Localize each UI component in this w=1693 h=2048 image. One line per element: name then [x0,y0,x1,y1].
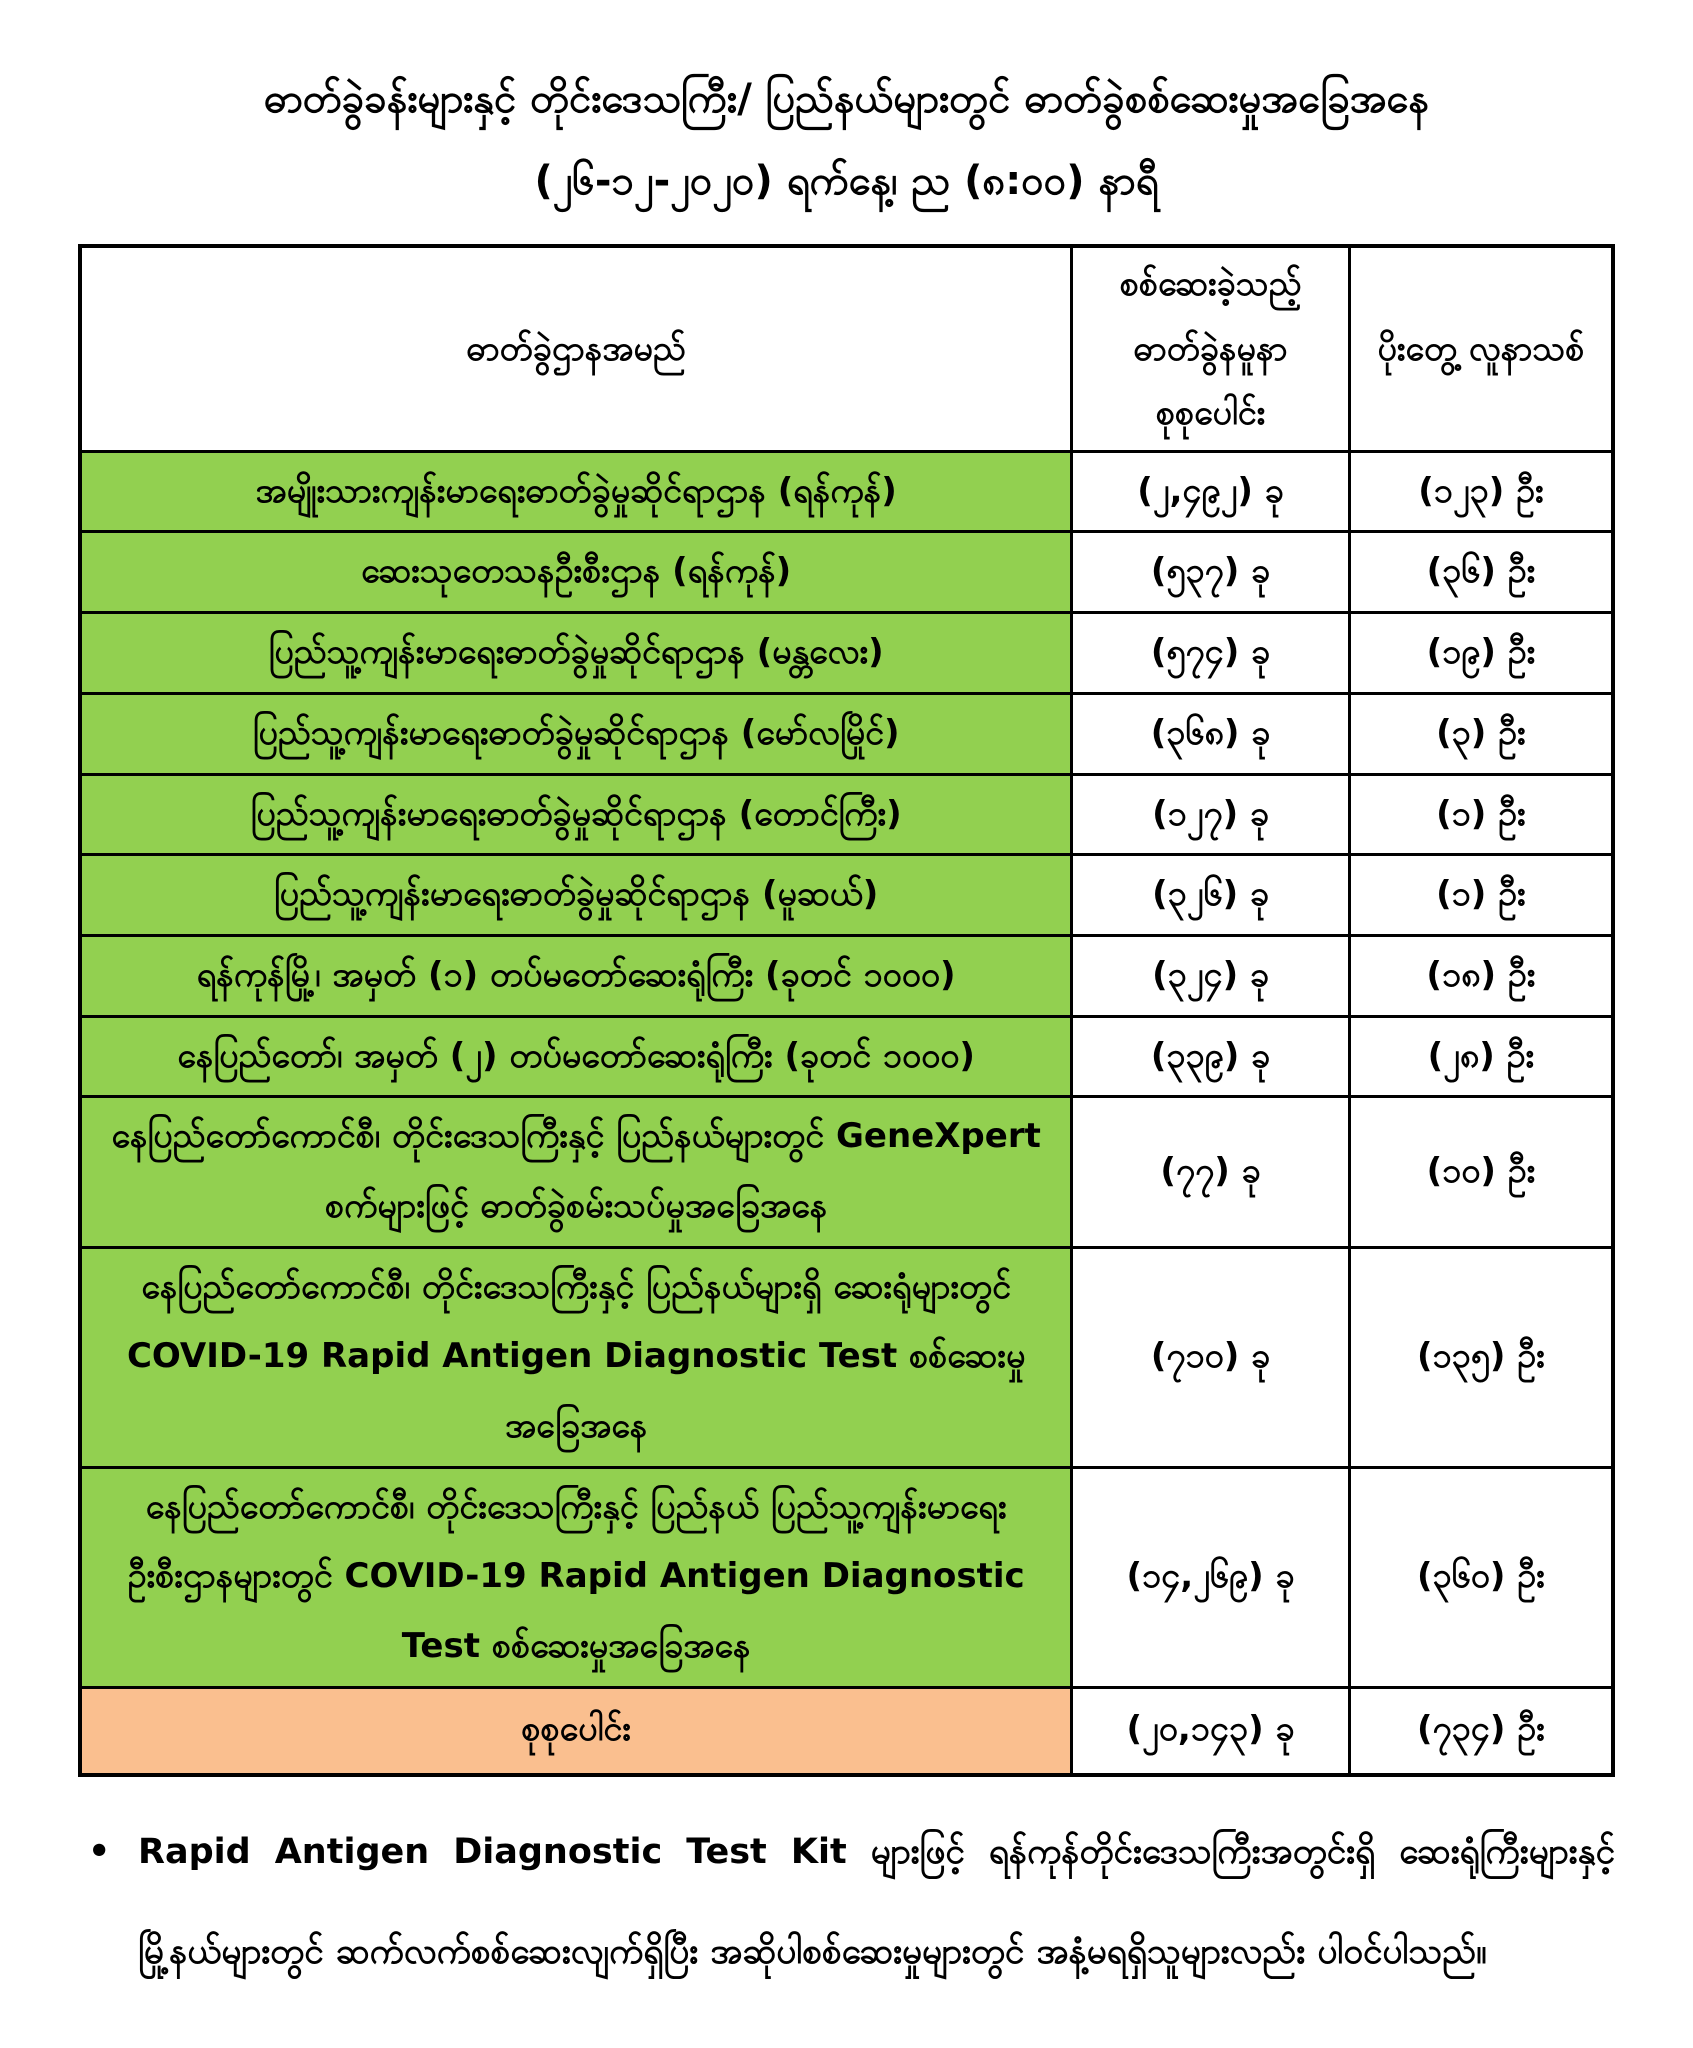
lab-name-cell: ပြည်သူ့ကျန်းမာရေးဓာတ်ခွဲမှုဆိုင်ရာဌာန (မန္တလေး) [80,613,1072,694]
samples-count-cell: (၃၆၈) ခု [1072,693,1349,774]
table-row [80,693,1613,774]
positives-count-cell: (၁၉) ဦး [1349,613,1613,694]
samples-count-cell: (၁၄,၂၆၉) ခု [1072,1467,1349,1687]
total-positives-cell: (၇၃၄) ဦး [1349,1687,1613,1775]
table-row [80,613,1613,694]
table-row [80,855,1613,936]
positives-count-cell: (၁၂၃) ဦး [1349,451,1613,532]
table-row [80,451,1613,532]
total-label-cell: စုစုပေါင်း [80,1687,1072,1775]
samples-count-cell: (၃၂၄) ခု [1072,935,1349,1016]
lab-name-cell: ပြည်သူ့ကျန်းမာရေးဓာတ်ခွဲမှုဆိုင်ရာဌာန (တောင်ကြီး) [80,774,1072,855]
bullet-icon: • [88,1832,111,1873]
positives-count-cell: (၁၈) ဦး [1349,935,1613,1016]
lab-name-cell: နေပြည်တော်၊ အမှတ် (၂) တပ်မတော်ဆေးရုံကြီး (ခုတင် ၁၀၀၀) [80,1016,1072,1097]
footnote [78,1803,1615,2003]
total-row [80,1687,1613,1775]
positives-count-cell: (၂၈) ဦး [1349,1016,1613,1097]
table-row [80,774,1613,855]
lab-name-cell: အမျိုးသားကျန်းမာရေးဓာတ်ခွဲမှုဆိုင်ရာဌာန (ရန်ကုန်) [80,451,1072,532]
table-header-row [80,246,1613,451]
footnote-text: Rapid Antigen Diagnostic Test Kit များဖြင့် ရန်ကုန်တိုင်းဒေသကြီးအတွင်းရှိ ဆေးရုံကြီးများနှင့် မြို့နယ်များတွင် ဆက်လက်စစ်ဆေးလျက်ရှိပြီး အဆိုပါစစ်ဆေးမှုများတွင် အနံ့မရရှိသူများလည်း ပါဝင်ပါသည်။ [138,1832,1615,1973]
total-samples-cell: (၂၀,၁၄၃) ခု [1072,1687,1349,1775]
positives-count-cell: (၁) ဦး [1349,774,1613,855]
positives-count-cell: (၃) ဦး [1349,693,1613,774]
table-header [80,246,1613,451]
samples-count-cell: (၃၃၉) ခု [1072,1016,1349,1097]
table-row [80,1016,1613,1097]
table-row [80,532,1613,613]
table-row [80,935,1613,1016]
table-body [80,451,1613,1687]
samples-count-cell: (၂,၄၉၂) ခု [1072,451,1349,532]
positives-count-cell: (၁၃၅) ဦး [1349,1247,1613,1467]
positives-count-cell: (၃၆) ဦး [1349,532,1613,613]
samples-count-cell: (၅၇၄) ခု [1072,613,1349,694]
table-row [80,1247,1613,1467]
page-title [78,58,1615,222]
lab-name-cell: ပြည်သူ့ကျန်းမာရေးဓာတ်ခွဲမှုဆိုင်ရာဌာန (မူဆယ်) [80,855,1072,936]
samples-count-cell: (၅၃၇) ခု [1072,532,1349,613]
column-header-new-positives: ပိုးတွေ့ လူနာသစ် [1349,246,1613,451]
column-header-total-samples: စစ်ဆေးခဲ့သည့် ဓာတ်ခွဲနမူနာ စုစုပေါင်း [1072,246,1349,451]
lab-name-cell: ပြည်သူ့ကျန်းမာရေးဓာတ်ခွဲမှုဆိုင်ရာဌာန (မော်လမြိုင်) [80,693,1072,774]
samples-count-cell: (၇၁၀) ခု [1072,1247,1349,1467]
positives-count-cell: (၁) ဦး [1349,855,1613,936]
page-title-line-2: (၂၆-၁၂-၂၀၂၀) ရက်နေ့၊ ည (၈:၀၀) နာရီ [534,158,1159,204]
lab-name-cell: ရန်ကုန်မြို့၊ အမှတ် (၁) တပ်မတော်ဆေးရုံကြီး (ခုတင် ၁၀၀၀) [80,935,1072,1016]
samples-count-cell: (၃၂၆) ခု [1072,855,1349,936]
table-footer [80,1687,1613,1775]
lab-name-cell: နေပြည်တော်ကောင်စီ၊ တိုင်းဒေသကြီးနှင့် ပြည်နယ်များတွင် GeneXpert စက်များဖြင့် ဓာတ်ခွဲစမ်းသပ်မှုအခြေအနေ [80,1097,1072,1247]
positives-count-cell: (၃၆၀) ဦး [1349,1467,1613,1687]
positives-count-cell: (၁၀) ဦး [1349,1097,1613,1247]
table-row [80,1467,1613,1687]
lab-testing-table [78,244,1615,1777]
lab-name-cell: နေပြည်တော်ကောင်စီ၊ တိုင်းဒေသကြီးနှင့် ပြည်နယ် ပြည်သူ့ကျန်းမာရေးဦးစီးဌာနများတွင် COVID-19 Rapid Antigen Diagnostic Test စစ်ဆေးမှုအခြေအနေ [80,1467,1072,1687]
samples-count-cell: (၁၂၇) ခု [1072,774,1349,855]
table-row [80,1097,1613,1247]
column-header-lab-name: ဓာတ်ခွဲဌာနအမည် [80,246,1072,451]
lab-name-cell: နေပြည်တော်ကောင်စီ၊ တိုင်းဒေသကြီးနှင့် ပြည်နယ်များရှိ ဆေးရုံများတွင် COVID-19 Rapid Antigen Diagnostic Test စစ်ဆေးမှုအခြေအနေ [80,1247,1072,1467]
samples-count-cell: (၇၇) ခု [1072,1097,1349,1247]
lab-name-cell: ဆေးသုတေသနဦးစီးဌာန (ရန်ကုန်) [80,532,1072,613]
page-title-line-1: ဓာတ်ခွဲခန်းများနှင့် တိုင်းဒေသကြီး/ ပြည်နယ်များတွင် ဓာတ်ခွဲစစ်ဆေးမှုအခြေအနေ [263,76,1430,122]
